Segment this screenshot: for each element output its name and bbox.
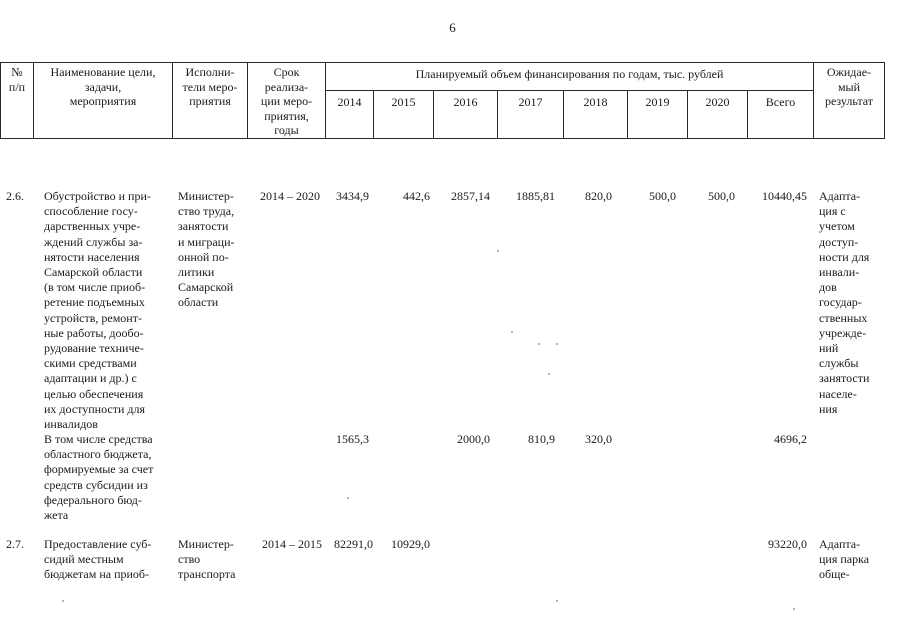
- row-period: 2014 – 2015: [262, 537, 322, 551]
- scan-speck: [556, 343, 558, 345]
- scan-speck: [793, 608, 795, 610]
- row-result: Адапта- ция с учетом доступ- ности для инвали- дов государ- ственных учрежде- ний службы занятости населе- ния: [819, 189, 870, 416]
- header-period: Срок реализа- ции меро- приятия, годы: [260, 65, 313, 137]
- row-value: 500,0: [649, 189, 676, 203]
- row-executor: Министер- ство транспорта: [178, 537, 236, 582]
- header-num: № п/п: [8, 65, 26, 94]
- header-year: 2019: [645, 95, 670, 109]
- header-total: Всего: [765, 95, 796, 109]
- row-value: 320,0: [585, 432, 612, 446]
- row-period: 2014 – 2020: [260, 189, 320, 203]
- scan-speck: [62, 600, 64, 602]
- row-executor: Министер- ство труда, занятости и миграци- онной по- литики Самарской области: [178, 189, 235, 310]
- financing-subheader-border: [325, 90, 813, 91]
- header-financing: Планируемый объем финансирования по годам, тыс. рублей: [415, 67, 724, 81]
- row-value: 82291,0: [334, 537, 373, 551]
- table-header: [0, 62, 885, 138]
- row-value: 820,0: [585, 189, 612, 203]
- scan-speck: [497, 250, 499, 252]
- header-year: 2016: [453, 95, 478, 109]
- scan-speck: [511, 331, 513, 333]
- row-name: Предоставление суб- сидий местным бюджетам на приоб-: [44, 537, 152, 582]
- row-value: 442,6: [403, 189, 430, 203]
- col-border-right: [884, 62, 885, 138]
- header-bottom-border: [0, 138, 885, 139]
- header-name: Наименование цели, задачи, мероприятия: [50, 65, 156, 108]
- row-value: 1565,3: [336, 432, 369, 446]
- scan-speck: [538, 343, 540, 345]
- row-num: 2.6.: [6, 189, 24, 203]
- row-value: 2000,0: [457, 432, 490, 446]
- header-executor: Исполни- тели меро- приятия: [182, 65, 238, 108]
- row-value: 2857,14: [451, 189, 490, 203]
- row-value: 10929,0: [391, 537, 430, 551]
- row-name: В том числе средства областного бюджета, формируемые за счет средств субсидии из федерального бюд- жета: [44, 432, 154, 523]
- row-value: 3434,9: [336, 189, 369, 203]
- row-name: Обустройство и при- способление госу- дарственных учре- ждений службы за- нятости населения Самарской области (в том числе приоб- ретение подъемных устройств, ремонт- ные работы, дообо- рудование техниче- скими средствами адаптации и др.) с целью обеспечения их доступности для инвалидов: [44, 189, 151, 432]
- row-num: 2.7.: [6, 537, 24, 551]
- row-total: 10440,45: [762, 189, 807, 203]
- scan-speck: [548, 373, 550, 375]
- row-total: 93220,0: [768, 537, 807, 551]
- page-number: 6: [449, 20, 456, 35]
- row-result: Адапта- ция парка обще-: [819, 537, 870, 582]
- header-year: 2014: [337, 95, 362, 109]
- header-top-border: [0, 62, 885, 63]
- row-value: 500,0: [708, 189, 735, 203]
- scan-speck: [556, 600, 558, 602]
- row-value: 810,9: [528, 432, 555, 446]
- row-value: 1885,81: [516, 189, 555, 203]
- header-year: 2020: [705, 95, 730, 109]
- header-year: 2017: [518, 95, 543, 109]
- scan-speck: [347, 497, 349, 499]
- header-year: 2015: [391, 95, 416, 109]
- row-total: 4696,2: [774, 432, 807, 446]
- header-year: 2018: [583, 95, 608, 109]
- header-result: Ожидае- мый результат: [824, 65, 874, 108]
